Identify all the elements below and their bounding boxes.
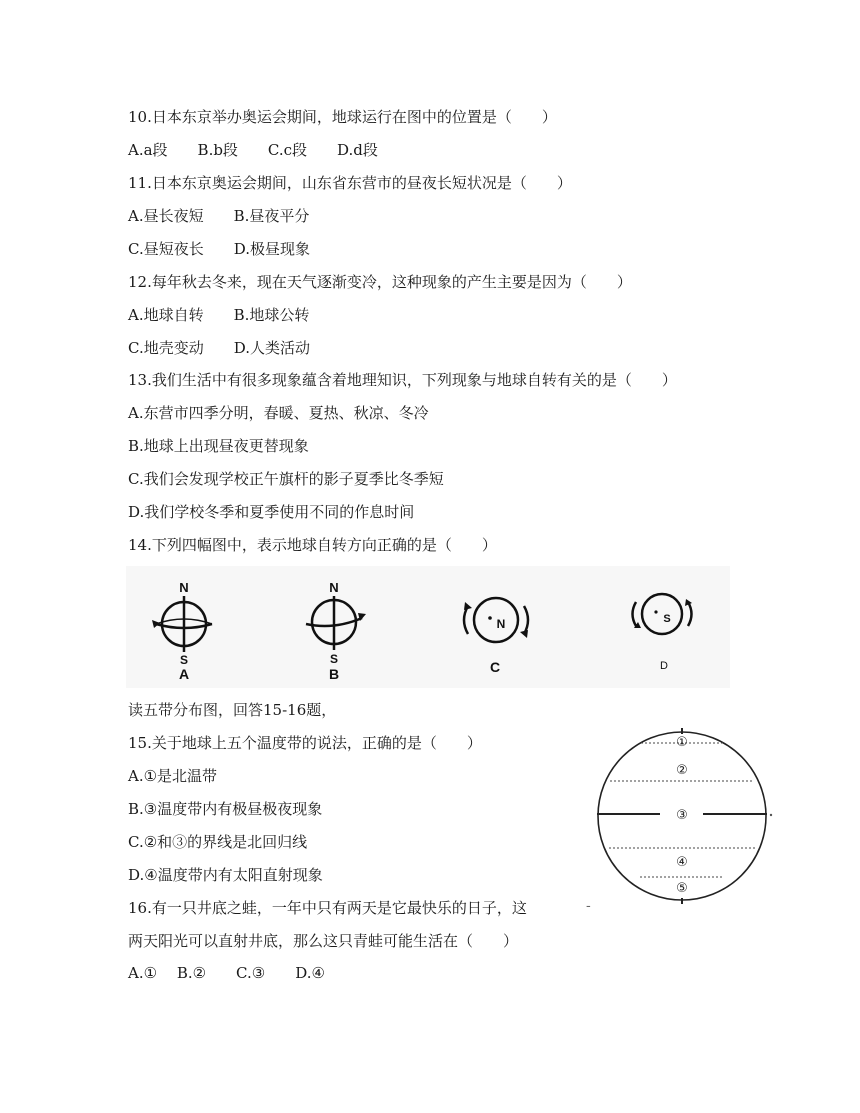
panel-d xyxy=(633,594,693,672)
q11-stem: 11.日本东京奥运会期间，山东省东营市的昼夜长短状况是（ ） xyxy=(128,174,572,192)
q15-option-c: C.②和③的界线是北回归线 xyxy=(128,833,308,851)
q16-stem-line2: 两天阳光可以直射井底，那么这只青蛙可能生活在（ ） xyxy=(128,932,519,950)
panel-c-caption: C xyxy=(489,659,501,675)
rotation-direction-figure xyxy=(126,566,730,688)
q15-option-d: D.④温度带内有太阳直射现象 xyxy=(128,866,323,884)
panel-c-center-label: N xyxy=(496,617,506,631)
zone-label-4: ④ xyxy=(676,855,688,870)
q15-option-b: B.③温度带内有极昼极夜现象 xyxy=(128,800,323,818)
five-zones-figure xyxy=(585,724,785,914)
panel-b-caption: B xyxy=(328,666,340,682)
panel-b-s-label: S xyxy=(329,652,339,666)
panel-c xyxy=(464,598,528,675)
q12-stem: 12.每年秋去冬来，现在天气逐渐变冷，这种现象的产生主要是因为（ ） xyxy=(128,273,632,291)
q15-stem: 15.关于地球上五个温度带的说法，正确的是（ ） xyxy=(128,734,482,752)
q11-options-row2: C.昼短夜长 D.极昼现象 xyxy=(128,240,310,258)
q16-options: A.① B.② C.③ D.④ xyxy=(128,964,325,982)
stray-dash-mark: - xyxy=(586,898,591,914)
zone-label-3: ③ xyxy=(676,808,688,823)
q13-option-c: C.我们会发现学校正午旗杆的影子夏季比冬季短 xyxy=(128,470,444,488)
q16-stem-line1: 16.有一只井底之蛙，一年中只有两天是它最快乐的日子，这 xyxy=(128,899,527,917)
q15-option-a: A.①是北温带 xyxy=(128,767,218,785)
panel-b xyxy=(306,580,366,682)
q14-stem: 14.下列四幅图中，表示地球自转方向正确的是（ ） xyxy=(128,536,497,554)
zone-label-5: ⑤ xyxy=(676,881,688,896)
panel-d-caption: D xyxy=(660,660,668,672)
q11-options-row1: A.昼长夜短 B.昼夜平分 xyxy=(128,207,310,225)
panel-d-center-label: S xyxy=(663,613,671,625)
panel-a xyxy=(152,580,212,682)
q12-options-row1: A.地球自转 B.地球公转 xyxy=(128,306,310,324)
q15-16-intro: 读五带分布图，回答15-16题， xyxy=(128,701,337,719)
q10-stem: 10.日本东京举办奥运会期间，地球运行在图中的位置是（ ） xyxy=(128,108,557,126)
q13-stem: 13.我们生活中有很多现象蕴含着地理知识，下列现象与地球自转有关的是（ ） xyxy=(128,371,677,389)
panel-a-n-label: N xyxy=(179,580,189,595)
zone-label-1: ① xyxy=(676,735,688,750)
panel-a-s-label: S xyxy=(179,653,189,667)
q10-options: A.a段 B.b段 C.c段 D.d段 xyxy=(128,141,378,159)
q13-option-a: A.东营市四季分明，春暖、夏热、秋凉、冬冷 xyxy=(128,404,429,422)
q12-options-row2: C.地壳变动 D.人类活动 xyxy=(128,339,310,357)
panel-b-n-label: N xyxy=(329,580,339,595)
panel-a-caption: A xyxy=(178,666,190,682)
q13-option-b: B.地球上出现昼夜更替现象 xyxy=(128,437,309,455)
zone-label-2: ② xyxy=(676,763,688,778)
q13-option-d: D.我们学校冬季和夏季使用不同的作息时间 xyxy=(128,503,415,521)
